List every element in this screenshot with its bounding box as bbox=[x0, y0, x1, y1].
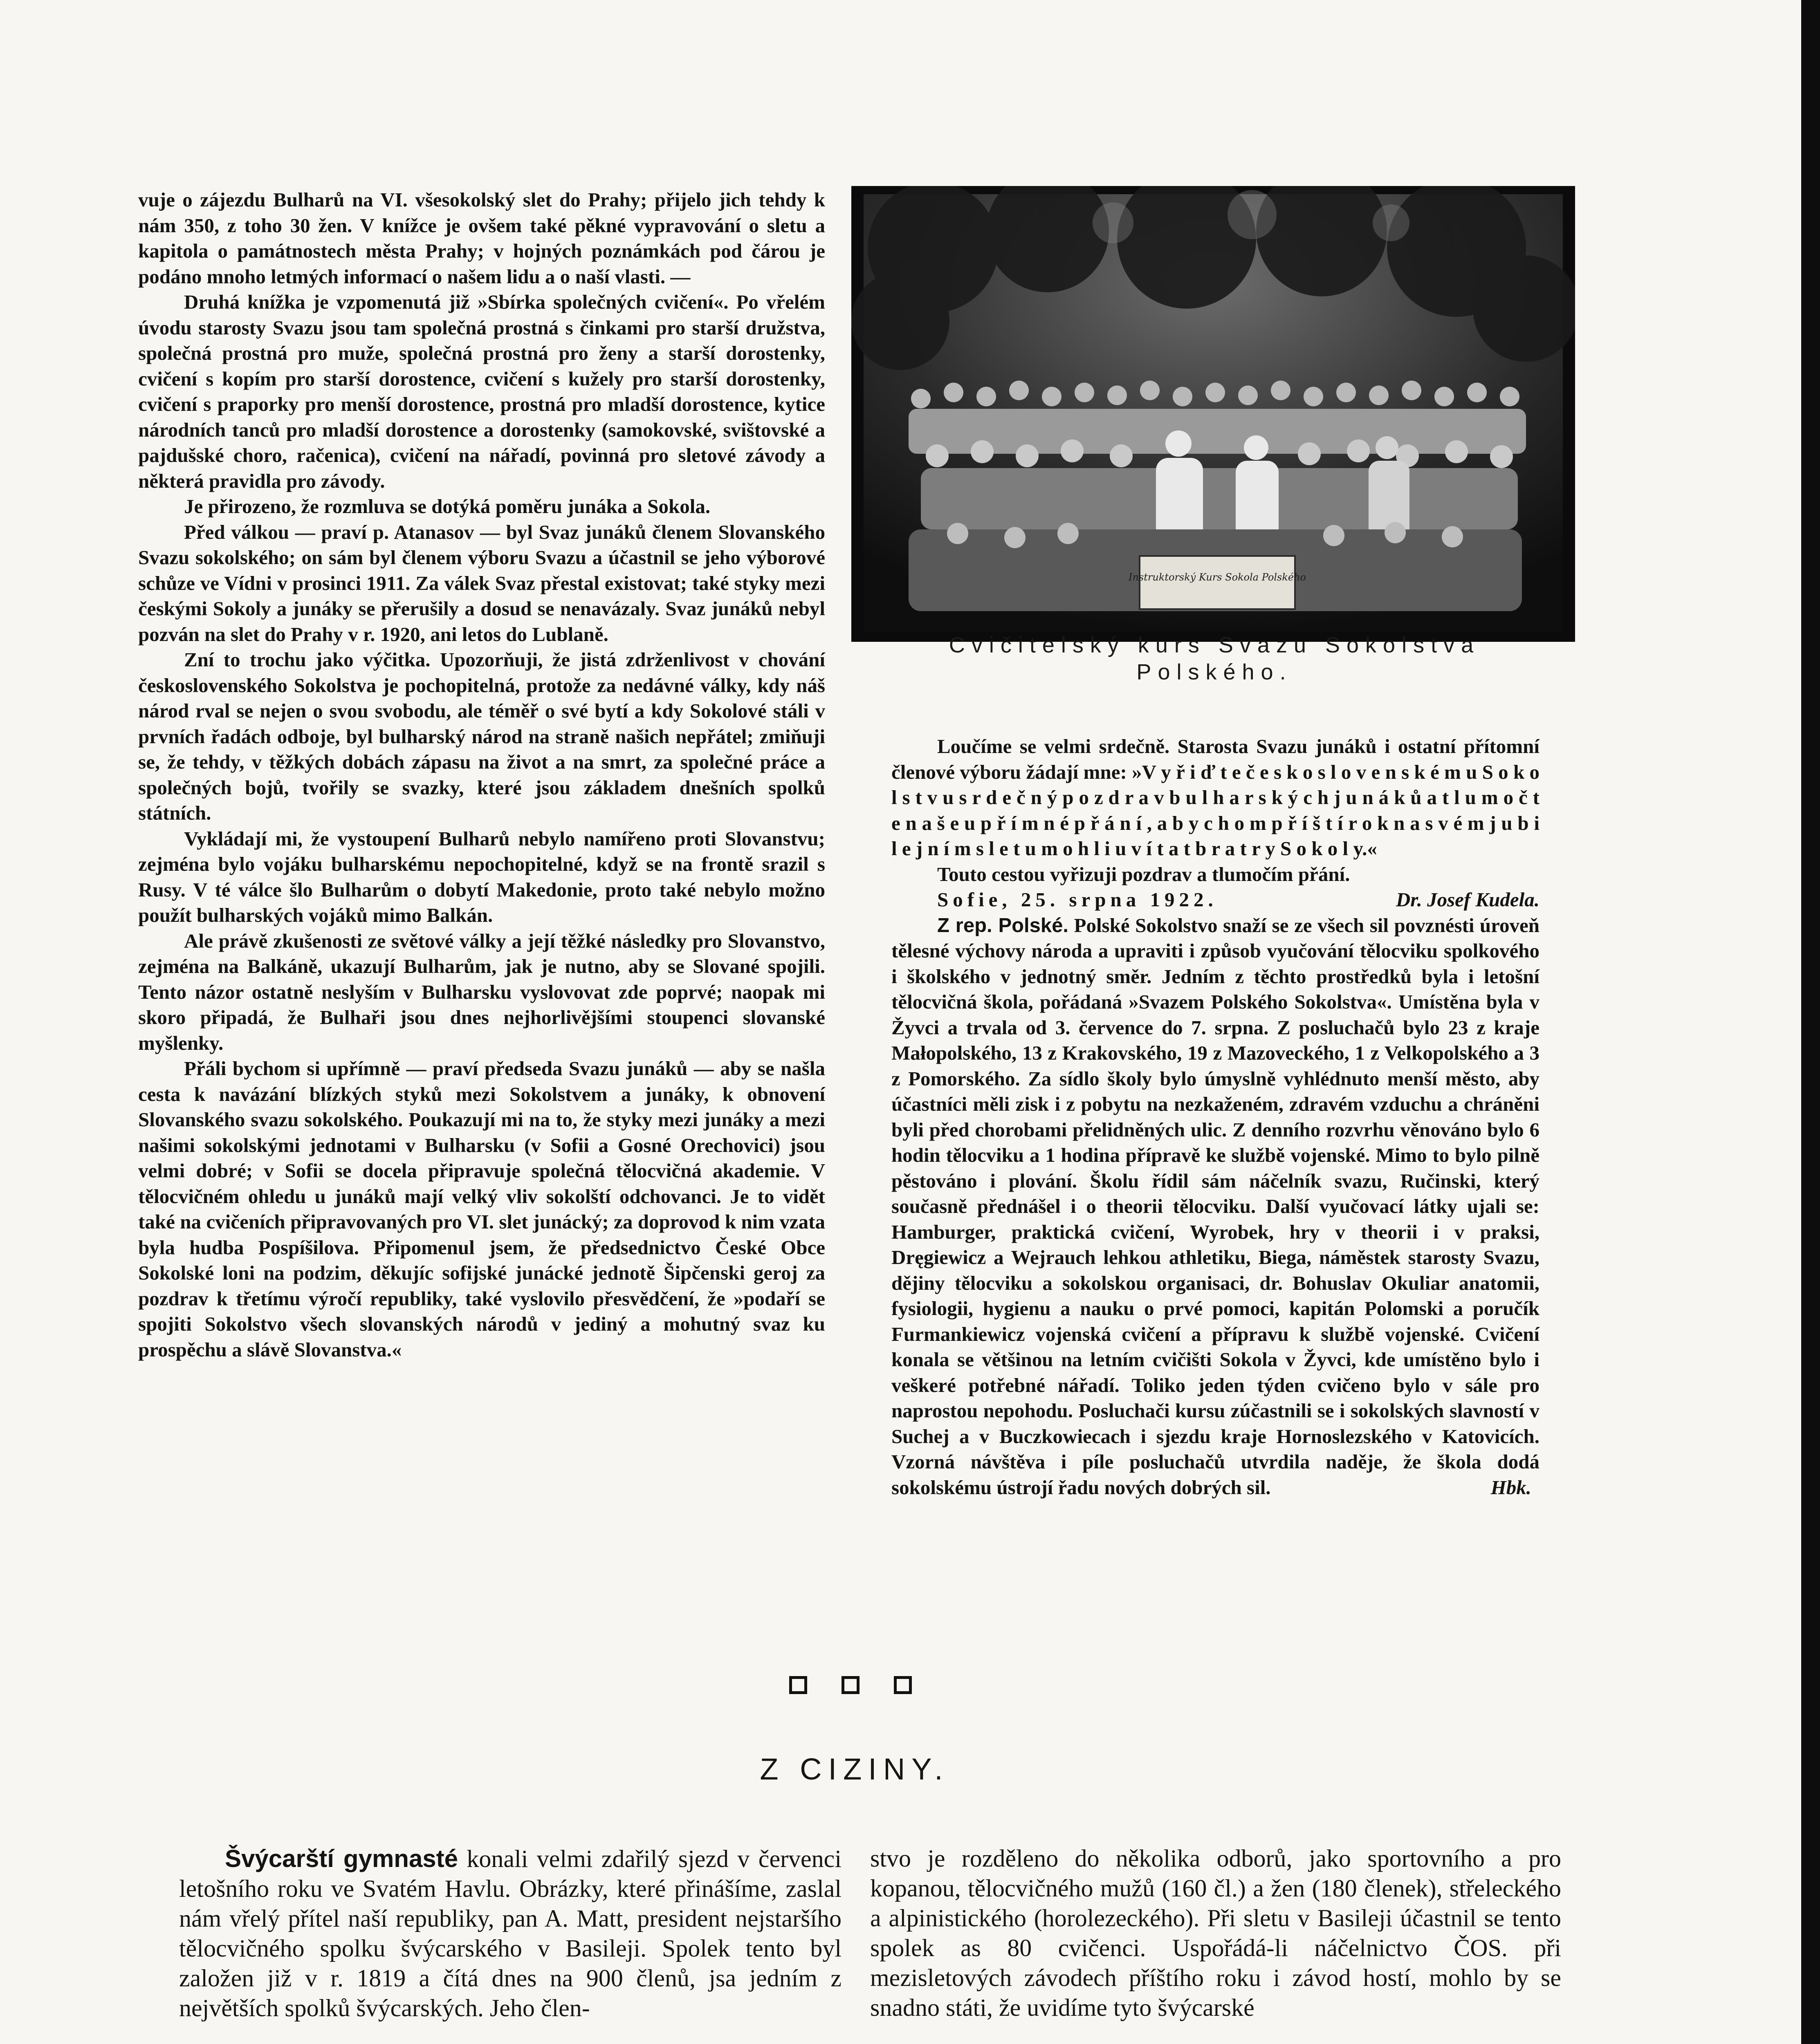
left-paragraph-4: Před válkou — praví p. Atanasov — byl Svaz junáků členem Slovanského Svazu sokolského; on sám byl členem výboru Svazu a účastnil se jeho výborové schůze ve Vídni v prosinci 1911. Za válek Svaz přestal existovat; také styky mezi českými Sokoly a junáky se přerušily a dosud se nenavázaly. Svaz junáků nebyl pozván na slet do Prahy v r. 1920, ani letos do Lublaně. bbox=[138, 520, 825, 645]
polish-section bbox=[891, 913, 1539, 1501]
polish-heading: Z rep. Polské. bbox=[937, 914, 1069, 937]
left-paragraph-6: Vykládají mi, že vystoupení Bulharů nebylo namířeno proti Slovanstvu; zejména bylo vojáku bulharskému nepochopitelné, když se na frontě srazil s Rusy. V té válce šlo Bulharům o dobytí Makedonie, proto také nebylo možno použít bulharských vojáků mimo Balkán. bbox=[138, 827, 825, 926]
group-photo bbox=[851, 186, 1575, 642]
swiss-text-left: konali velmi zdařilý sjezd v červenci letošního roku ve Svatém Havlu. Obrázky, které přinášíme, zaslal nám vřelý přítel naší republiky, pan A. Matt, president nejstaršího tělocvičného spolku švýcarského v Basileji. Spolek tento byl založen již v r. 1819 a čítá dnes na 900 členů, jsa jedním z největších spolků švýcarských. Jeho člen- bbox=[179, 1845, 842, 2022]
left-paragraph-7: Ale právě zkušenosti ze světové války a její těžké následky pro Slovanstvo, zejména na Balkáně, ukazují Bulharům, jak je nutno, aby se Slované spojili. Tento názor ostatně neslyším v Bulharsku vyslovovat zde poprvé; naopak mi skoro připadá, že Bulhaři jsou dnes nejhorlivějšími stoupenci slovanské myšlenky. bbox=[138, 929, 825, 1054]
polish-signature: Hbk. bbox=[1490, 1476, 1531, 1499]
left-paragraph-8: Přáli bychom si upřímně — praví předseda Svazu junáků — aby se našla cesta k navázání blízkých styků mezi Sokolstvem a junáky, k obnovení Slovanského svazu sokolského. Poukazují mi na to, že styky mezi junáky a mezi našimi sokolskými jednotami v Bulharsku (v Sofii a Gosné Orechovici) jsou velmi dobré; v Sofii se docela připravuje společná tělocvičná akademie. V tělocvičném ohledu u junáků mají velký vliv sokolští odchovanci. Je to vidět také na cvičeních připravovaných pro VI. slet junácký; za doprovod k nim vzata byla hudba Pospíšilova. Připomenul jsem, že předsednictvo České Obce Sokolské loni na podzim, děkujíc sofijské junácké jednotě Šipčenski geroj za pozdrav k třetímu výročí republiky, také vyslovilo přesvědčení, že »podaří se spojiti Sokolstvo všech slovanských národů v jediný a mohutný svaz ku prospěchu a slávě Slovanstva.« bbox=[138, 1057, 825, 1361]
section-title: Z CIZINY. bbox=[760, 1752, 949, 1786]
swiss-paragraph-start bbox=[179, 1844, 842, 2023]
relay-line: Touto cestou vyřizuji pozdrav a tlumočím přání. bbox=[937, 863, 1350, 885]
photo-sign-text: Instruktorský Kurs Sokola Polského bbox=[1128, 572, 1306, 583]
ornament-square-icon bbox=[842, 1676, 860, 1694]
bottom-left-column bbox=[179, 1844, 842, 2023]
photo-caption: Cvičitelský kurs Svazu Sokolstva Polského. bbox=[949, 633, 1480, 684]
dateline bbox=[891, 887, 1539, 913]
right-column bbox=[891, 734, 1539, 1500]
left-paragraph-1: vuje o zájezdu Bulharů na VI. všesokolský slet do Prahy; přijelo jich tehdy k nám 350, z toho 30 žen. V knížce je ovšem také pěkné vypravování o sletu a kapitola o památnostech města Prahy; v hojných poznámkách pod čárou je podáno mnoho letmých informací o našem lidu a o naší vlasti. — bbox=[138, 188, 825, 288]
left-paragraph-5: Zní to trochu jako výčitka. Upozorňuji, že jistá zdrženlivost v chování československého Sokolstva je pochopitelná, protože za nedávné války, kdy náš národ rval se nejen o svou svobodu, ale téměř o své bytí a kdy Sokolové stáli v prvních řadách odboje, byl bulharský národ na straně našich nepřátel; zmiňuji se, že tehdy, v těžkých dobách zápasu na život a na smrt, za společné práce a společných bojů, tvořily se svazky, které jsou základem dnešních spolků státních. bbox=[138, 648, 825, 824]
farewell-paragraph: Loučíme se velmi srdečně. Starosta Svazu junáků i ostatní přítomní členové výboru žádají mne: »V y ř i ď t e č e s k o s l o v e n s k é m u S o k o l s t v u s r d e č n ý p o z d r a v b u l h a r s k ý c h j u n á k ů a t l u m o č t e n a š e u p ř í m n é p ř á n í , a b y c h o m p ř í š t í r o k n a s v é m j u b i l e j n í m s l e t u m o h l i u v í t a t b r a t r y S o k o l y.« bbox=[891, 735, 1539, 860]
place-date: Sofie, 25. srpna 1922. bbox=[937, 888, 1218, 911]
ornament-square-icon bbox=[789, 1676, 807, 1694]
left-paragraph-2: Druhá knížka je vzpomenutá již »Sbírka společných cvičení«. Po vřelém úvodu starosty Svazu jsou tam společná prostná s činkami pro starší družstva, společná prostná pro muže, společná prostná pro ženy a starší dorostenky, cvičení s kopím pro starší dorostence, cvičení s kužely pro starší dorostenky, cvičení s praporky pro menší dorostence, prostná pro mladší dorostence, kytice národních tanců pro mladší dorostence a dorostenky (samokovské, svištovské a pajdušské choro, račenica), cvičení na nářadí, povinná pro sletové závody a některá pravidla pro závody. bbox=[138, 291, 825, 492]
section-ornament bbox=[789, 1673, 912, 1697]
ornament-square-icon bbox=[894, 1676, 912, 1694]
swiss-text-right: stvo je rozděleno do několika odborů, jako sportovního a pro kopanou, tělocvičného mužů (160 čl.) a žen (180 členek), střeleckého a alpinistického (horolezeckého). Při sletu v Basileji účastnil se tento spolek as 80 cvičenci. Uspořádá-li náčelnictvo ČOS. při mezisletových závodech příštího roku i závod hostí, mohlo by se snadno státi, že uvidíme tyto švýcarské bbox=[870, 1845, 1561, 2021]
swiss-lead: Švýcarští gymnasté bbox=[225, 1845, 458, 1872]
left-column bbox=[138, 187, 825, 1363]
bottom-right-column bbox=[870, 1844, 1561, 2023]
author-signature: Dr. Josef Kudela. bbox=[1396, 888, 1539, 911]
polish-text: Polské Sokolstvo snaží se ze všech sil povznésti úroveň tělesné výchovy národa a upraviti i způsob vyučování tělocviku spolkového i školského v jednotný směr. Jedním z těchto prostředků byla i letošní tělocvičná škola, pořádaná »Svazem Polského Sokolstva«. Umístěna byla v Žyvci a trvala od 3. července do 7. srpna. Z posluchačů bylo 23 z kraje Małopolského, 13 z Krakovského, 19 z Mazoveckého, 1 z Velkopolského a 3 z Pomorského. Za sídlo školy bylo úmyslně vyhlédnuto menší město, aby účastníci měli zisk i z pobytu na nezkaženém, zdravém vzduchu a chráněni byli před chorobami přelidněných ulic. Z denního rozvrhu věnováno bylo 6 hodin tělocviku a 1 hodina přípravě ke službě vojenské. Mimo to bylo pilně pěstováno i plování. Školu řídil sám náčelník svazu, Ručinski, který současně přednášel i o theorii tělocviku. Další vyučovací látky ujali se: Hamburger, praktická cvičení, Wyrobek, hry v theorii i v praksi, Dręgiewicz a Wejrauch lehkou athletiku, Biega, náměstek starosty Svazu, dějiny tělocviku a sokolskou organisaci, dr. Bohuslav Okuliar anatomii, fysiologii, hygienu a nauku o prvé pomoci, kapitán Polomski a poručík Furmankiewicz vojenská cvičení a přípravu k službě vojenské. Cvičení konala se většinou na letním cvičišti Sokola v Žyvci, kde umístěno bylo i veškeré potřebné nářadí. Toliko jeden týden cvičeno bylo v sále pro naprostou nepohodu. Posluchači kursu zúčastnili se i sokolských slavností v Suchej a v Buczkowiecach i sjezdu kraje Hornoslezského v Katovicích. Vzorná návštěva i píle posluchačů utvrdila naděje, že škola dodá sokolskému ústrojí řadu nových dobrých sil. bbox=[891, 914, 1540, 1499]
left-paragraph-3: Je přirozeno, že rozmluva se dotýká poměru junáka a Sokola. bbox=[184, 495, 711, 518]
group-photo-image bbox=[851, 186, 1575, 642]
